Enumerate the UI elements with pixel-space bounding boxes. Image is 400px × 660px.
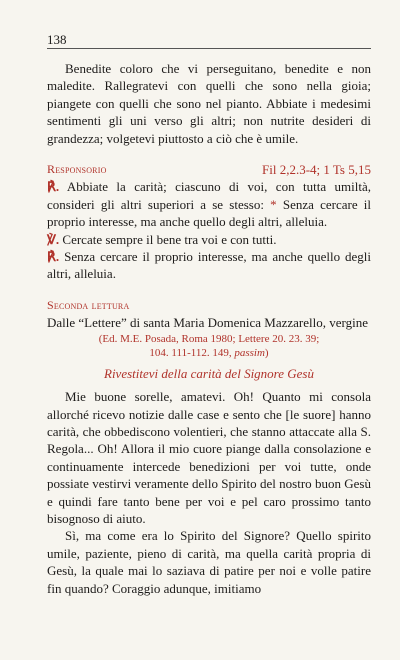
responsory-versicle [47,231,371,248]
reading-paragraph: Benedite coloro che vi perseguitano, benedite e non maledite. Rallegratevi con quelli che sono nella gioia; piangete con quelli che sono nel pianto. Abbiate i medesimi sentimenti gli uni verso gli altri; non nutrite desideri di grandezza; volgetevi piuttosto a ciò che è umile. [47,61,371,146]
response-symbol: ℟. [47,179,60,195]
responsory-response-1 [47,178,371,230]
reading-paragraph: Mie buone sorelle, amatevi. Oh! Quanto mi consola allorché ricevo notizie dalle case e sento che [le suore] hanno carità, che obbediscono volentieri, che stanno attaccate alla S. Regola... Oh! Allora il mio cuore piange dalla consolazione e continuamente intercede benedizioni per voi tutte, onde possiate vestirvi veramente dello Spirito del nostro buon Gesù e quindi fare tanto bene per voi e pel caro prossimo tanto bisognoso di aiuto. [47,389,371,526]
source-passim: passim [234,346,265,359]
versicle-text: Cercate sempre il bene tra voi e con tutti. [62,231,277,247]
responsory-reference: Fil 2,2.3-4; 1 Ts 5,15 [261,162,371,178]
responsory-heading: Responsorio [47,162,107,177]
source-line-1: (Ed. M.E. Posada, Roma 1980; Lettere 20. 23. 39; [98,332,320,345]
reading-title: Rivestitevi della carità del Signore Gesù [104,365,314,381]
page-content [47,60,371,597]
response-symbol: ℟. [47,249,60,265]
reading-intro: Dalle “Lettere” di santa Maria Domenica Mazzarello, vergine [47,315,368,331]
source-line-2: 104. 111-112. 149, [149,346,232,359]
response-text-continued: Senza cercare il proprio interesse, ma anche quello degli altri, alleluia. [47,196,372,230]
response-text: Senza cercare il proprio interesse, ma anche quello degli altri, alleluia. [47,249,372,282]
responsory-heading-row [47,161,371,178]
reading-paragraph: Sì, ma come era lo Spirito del Signore? Quello spirito umile, paziente, pieno di carità, ma quella carità propria di Gesù, la quale mai lo saziava di patire per noi e volle patire fin quando? Coraggio adunque, imitiamo [47,528,371,596]
second-reading-heading: Seconda lettura [47,297,130,312]
header-rule [47,48,371,49]
responsory-response-2 [47,248,371,283]
response-text: Abbiate la carità; ciascuno di voi, con tutta umiltà, consideri gli altri superiori a se stesso: [47,179,371,212]
asterisk-mark: * [270,196,277,212]
page-header [47,31,371,49]
reading-source [47,332,371,360]
source-close: ) [264,346,269,359]
page-number: 138 [47,32,67,47]
versicle-symbol: ℣. [47,231,60,247]
